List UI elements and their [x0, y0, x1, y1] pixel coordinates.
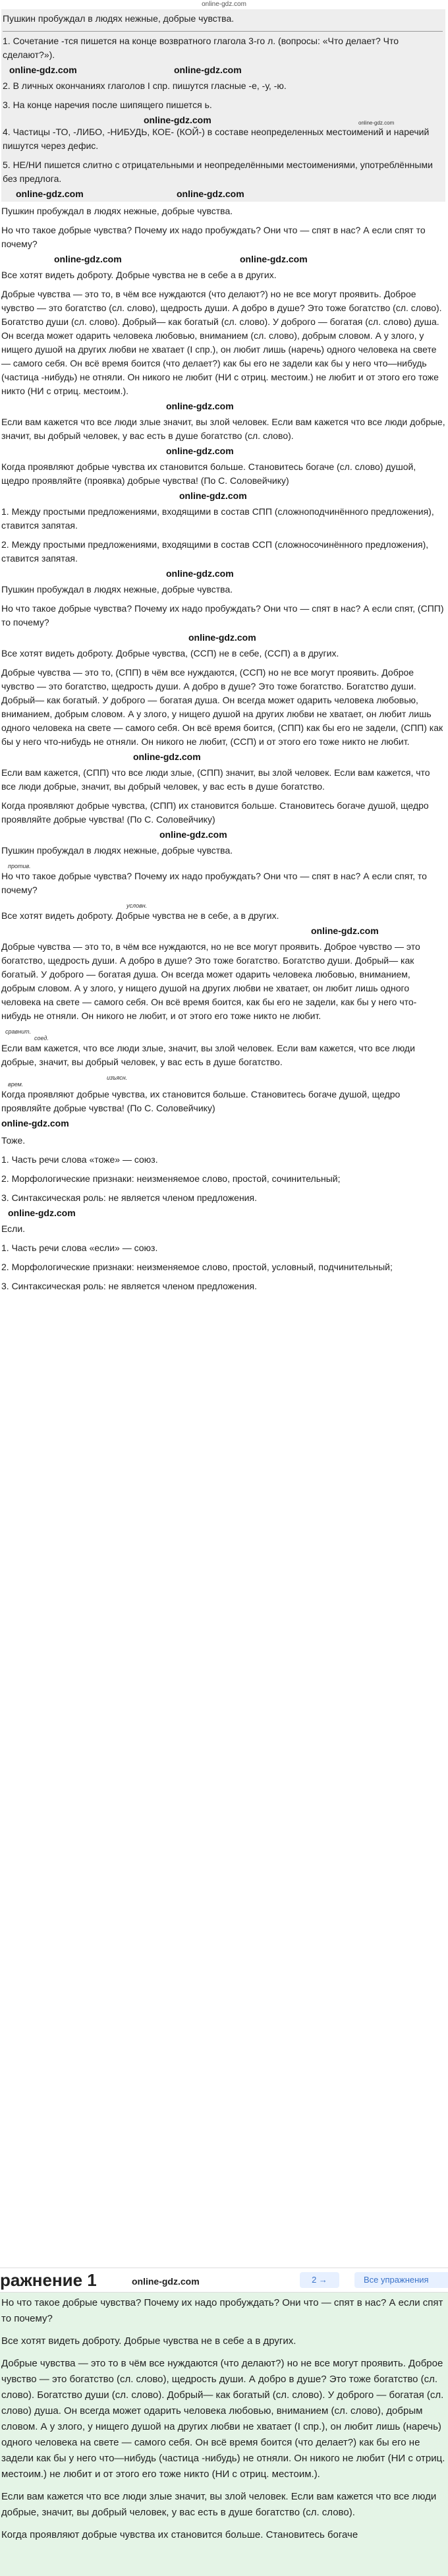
- watermark: online-gdz.com: [16, 189, 84, 199]
- text-paragraph: Добрые чувства — это то, (СПП) в чём все нуждаются, (ССП) но не все могут проявить. Доброе чувство — это богатство, щедрость души. А добро в душе? Это тоже богатство. Богатство души. Добрый— как богатый. У доброго — богатая душа. Он всегда может одарить человека любовью, вниманием, добрым словом. А у злого, у нищего душой на других любви не хватает, он любит лишь одного человека на свете — самого себя. Он всё время боится, (СПП) как бы его не задели, (СПП) как бы у него что-нибудь не отняли. Он никого не любит, (ССП) и от этого его тоже никто не любит.: [1, 667, 443, 747]
- annotation: условн.: [126, 902, 148, 909]
- text-line: Пушкин пробуждал в людях нежные, добрые чувства.: [1, 206, 233, 216]
- rules-line: 5. НЕ/НИ пишется слитно с отрицательными и неопределёнными местоимениями, употреблёнными без предлога.: [3, 160, 433, 184]
- annotation: сравнит.: [5, 1028, 32, 1035]
- annotation: против.: [8, 863, 31, 869]
- watermark: online-gdz.com: [8, 1208, 76, 1218]
- text-paragraph: Но что такое добрые чувства? Почему их надо пробуждать? Они что — спят в нас? А если спят, то почему?: [1, 871, 427, 895]
- text-line: 3. Синтаксическая роль: не является членом предложения.: [1, 1192, 257, 1203]
- main-content: [0, 9, 448, 1293]
- annotation: врем.: [8, 1081, 24, 1088]
- text-line: 1. Часть речи слова «если» — союз.: [1, 1243, 158, 1253]
- rules-line: 3. На конце наречия после шипящего пишется ь.: [3, 100, 212, 110]
- watermark: online-gdz.com: [133, 751, 201, 762]
- answer-panel: [0, 2293, 448, 2576]
- text-paragraph: Если вам кажется, (СПП) что все люди злые, (СПП) значит, вы злой человек. Если вам кажется, что все люди добрые, значит, вы добрый человек, у вас есть в душе богатство.: [1, 767, 430, 792]
- text-line: 3. Синтаксическая роль: не является членом предложения.: [1, 1281, 257, 1291]
- text-line: Пушкин пробуждал в людях нежные, добрые чувства.: [1, 845, 233, 856]
- watermark: online-gdz.com: [132, 2276, 200, 2287]
- text-line: 2. Морфологические признаки: неизменяемое слово, простой, сочинительный;: [1, 1173, 341, 1184]
- answer-paragraph: Но что такое добрые чувства? Почему их надо пробуждать? Они что — спят в нас? А если спят то почему?: [1, 2297, 443, 2324]
- text-paragraph: Добрые чувства — это то, в чём все нуждаются (что делают?) но не все могут проявить. Доброе чувство — это богатство (сл. слово), щедрость души. А добро в душе? Это тоже богатство (сл. слово). Богатство души (сл. слово). Добрый— как богатый (сл. слово). У доброго — богатая (сл. слово) душа. Он всегда может одарить человека любовью, вниманием (сл. слово), добрым словом. А у злого, у нищего душой на других любви не хватает (I спр.), он любит лишь (наречь) одного человека на свете — самого себя. Он всё время боится (что делает?) как бы его не задели как бы у него что—нибудь (частица -нибудь) не отняли. Он никого не любит (НИ с отриц. местоим.) не любит и от этого его тоже никто (НИ с отриц. местоим.).: [1, 289, 442, 396]
- watermark: online-gdz.com: [188, 632, 256, 643]
- watermark: online-gdz.com: [240, 254, 308, 264]
- annotation: изъясн.: [107, 1074, 128, 1081]
- watermark: online-gdz.com: [174, 65, 242, 75]
- answer-paragraph: Если вам кажется что все люди злые значит, вы злой человек. Если вам кажется что все люди добрые, значит, вы добрый человек, у вас есть в душе богатство (сл. слово).: [1, 2491, 437, 2518]
- text-paragraph: Когда проявляют добрые чувства, их становится больше. Становитесь богаче душой, щедро проявляйте добрые чувства! (По С. Соловейчику): [1, 1089, 401, 1113]
- text-paragraph: Все хотят видеть доброту. Добрые чувства не в себе, а в других.: [1, 910, 279, 921]
- text-paragraph: Если вам кажется, что все люди злые, значит, вы злой человек. Если вам кажется, что все люди добрые, значит, вы добрый человек, у вас есть в душе богатство.: [1, 1043, 415, 1067]
- watermark: online-gdz.com: [54, 254, 122, 264]
- next-exercise-button[interactable]: 2 →: [300, 2272, 339, 2288]
- answer-paragraph: Добрые чувства — это то в чём все нуждаются (что делают?) но не все могут проявить. Доброе чувство — это богатство (сл. слово), щедрость души. А добро в душе? Это тоже богатство (сл. слово). Богатство души (сл. слово). Добрый— как богатый (сл. слово). У доброго — богатая (сл. слово) душа. Он всегда может одарить человека любовью, вниманием (сл. слово), добрым словом. А у злого, у нищего душой на других любви не хватает (I спр.), он любит лишь (наречь) одного человека на свете — самого себя. Он всё время боится (что делает?) как бы его не задели как бы у него что—нибудь (частица -нибудь) не отняли. Он никого не любит (НИ с отриц. местоим.) не любит и от этого его тоже никто (НИ с отриц. местоим.).: [1, 2358, 445, 2480]
- text-paragraph: Когда проявляют добрые чувства их становится больше. Становитесь богаче (сл. слово) душой, щедро проявляйте (проявка) добрые чувства! (По С. Соловейчику): [1, 461, 416, 486]
- watermark: online-gdz.com: [166, 568, 234, 579]
- text-paragraph: 1. Между простыми предложениями, входящими в состав СПП (сложноподчинённого предложения), ставится запятая.: [1, 506, 434, 531]
- text-line: 1. Часть речи слова «тоже» — союз.: [1, 1154, 158, 1165]
- site-header-logo: online-gdz.com: [202, 1, 246, 8]
- annotation: соед.: [34, 1035, 49, 1041]
- exercise-title: ражнение 1: [0, 2270, 97, 2290]
- exercise-nav-bar: [0, 2268, 448, 2293]
- watermark: online-gdz.com: [311, 925, 379, 936]
- watermark: online-gdz.com: [166, 401, 234, 411]
- text-paragraph: Если вам кажется что все люди злые значит, вы злой человек. Если вам кажется что все люди добрые, значит, вы добрый человек, у вас есть в душе богатство (сл. слово).: [1, 417, 445, 441]
- divider: [3, 31, 443, 32]
- text-paragraph: Когда проявляют добрые чувства, (СПП) их становится больше. Становитесь богаче душой, щедро проявляйте добрые чувства! (По С. Соловейчику): [1, 800, 429, 825]
- text-paragraph: Но что такое добрые чувства? Почему их надо пробуждать? Они что — спят в нас? А если спят то почему?: [1, 225, 426, 249]
- watermark: online-gdz.com: [177, 189, 244, 199]
- answer-paragraph: Когда проявляют добрые чувства их становится больше. Становитесь богаче: [1, 2529, 358, 2540]
- rules-box: [1, 9, 445, 202]
- rules-line: 4. Частицы -ТО, -ЛИБО, -НИБУДЬ, КОЕ- (КОЙ-) в составе неопределенных местоимений и наречий пишутся через дефис.: [3, 127, 430, 151]
- watermark: online-gdz.com: [179, 490, 247, 501]
- text-line: Пушкин пробуждал в людях нежные, добрые чувства.: [1, 584, 233, 595]
- watermark: online-gdz.com: [1, 1118, 69, 1128]
- text-paragraph: Но что такое добрые чувства? Почему их надо пробуждать? Они что — спят в нас? А если спят, (СПП) то почему?: [1, 603, 444, 628]
- watermark: online-gdz.com: [166, 446, 234, 456]
- text-line: 2. Морфологические признаки: неизменяемое слово, простой, условный, подчинительный;: [1, 1262, 393, 1272]
- watermark: online-gdz.com: [159, 829, 227, 840]
- text-line: Если.: [1, 1223, 26, 1234]
- text-paragraph: Добрые чувства — это то, в чём все нуждаются, но не все могут проявить. Доброе чувство — это богатство, щедрость души. А добро в душе? Это тоже богатство. Богатство души. Добрый— как богатый. У доброго — богатая душа. Он всегда может одарить человека любовью, вниманием, добрым словом. А у злого, у нищего душой на других любви не хватает, он любит лишь одного человека на свете — самого себя. Он всё время боится, как бы его не задели, как бы у него что-нибудь не отняли. Он никого не любит, и от этого его тоже никто не любит.: [1, 941, 420, 1021]
- answer-paragraph: Все хотят видеть доброту. Добрые чувства не в себе а в других.: [1, 2335, 296, 2347]
- text-paragraph: 2. Между простыми предложениями, входящими в состав ССП (сложносочинённого предложения), ставится запятая.: [1, 539, 429, 564]
- watermark: online-gdz.com: [9, 65, 77, 75]
- watermark: online-gdz.com: [144, 115, 211, 125]
- text-paragraph: Все хотят видеть доброту. Добрые чувства не в себе а в других.: [1, 270, 277, 280]
- rules-line: 1. Сочетание -тся пишется на конце возвратного глагола 3-го л. (вопросы: «Что делает? Что сделают?»).: [3, 36, 399, 60]
- text-line: Тоже.: [1, 1135, 26, 1146]
- rules-line: Пушкин пробуждал в людях нежные, добрые чувства.: [3, 13, 235, 24]
- rules-line: 2. В личных окончаниях глаголов I спр. пишутся гласные -е, -у, -ю.: [3, 80, 287, 91]
- text-paragraph: Все хотят видеть доброту. Добрые чувства, (ССП) не в себе, (ССП) а в других.: [1, 648, 339, 659]
- all-exercises-button[interactable]: Все упражнения: [354, 2272, 448, 2288]
- watermark: online-gdz.com: [358, 120, 395, 126]
